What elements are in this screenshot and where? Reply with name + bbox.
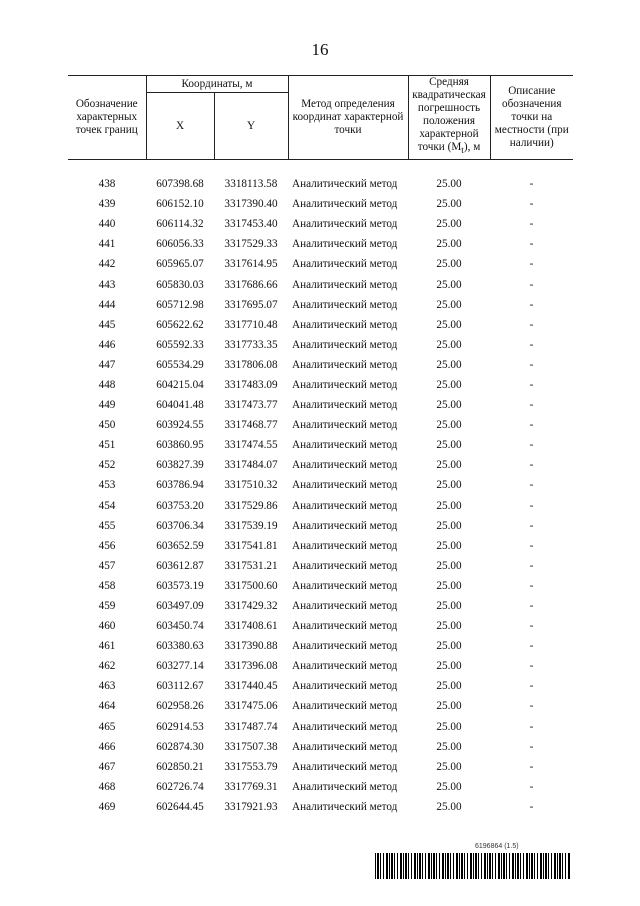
header-method: Метод определения координат характерной точки xyxy=(288,76,408,160)
cell-x: 603860.95 xyxy=(156,439,204,452)
cell-x: 604215.04 xyxy=(156,378,204,391)
cell-method: Аналитический метод xyxy=(292,258,398,271)
cell-point-number: 450 xyxy=(98,419,116,432)
cell-y: 3317429.32 xyxy=(224,600,278,613)
cell-y: 3317733.35 xyxy=(224,338,278,351)
cell-method: Аналитический метод xyxy=(292,700,398,713)
cell-method: Аналитический метод xyxy=(292,780,398,793)
cell-description: - xyxy=(529,378,534,391)
cell-y: 3317510.32 xyxy=(224,479,278,492)
cell-point-number: 453 xyxy=(98,479,116,492)
cell-error: 25.00 xyxy=(436,740,462,753)
table-row xyxy=(68,737,573,757)
table-row xyxy=(68,556,573,576)
cell-x: 602644.45 xyxy=(156,800,204,813)
cell-x: 603786.94 xyxy=(156,479,204,492)
cell-error: 25.00 xyxy=(436,198,462,211)
cell-error: 25.00 xyxy=(436,559,462,572)
cell-point-number: 451 xyxy=(98,439,116,452)
cell-x: 603652.59 xyxy=(156,539,204,552)
cell-method: Аналитический метод xyxy=(292,218,398,231)
cell-y: 3317710.48 xyxy=(224,318,278,331)
cell-point-number: 452 xyxy=(98,459,116,472)
table-row xyxy=(68,295,573,315)
cell-method: Аналитический метод xyxy=(292,519,398,532)
cell-method: Аналитический метод xyxy=(292,378,398,391)
cell-description: - xyxy=(529,238,534,251)
table-row xyxy=(68,676,573,696)
cell-y: 3317473.77 xyxy=(224,399,278,412)
cell-y: 3317614.95 xyxy=(224,258,278,271)
cell-y: 3317553.79 xyxy=(224,760,278,773)
cell-y: 3317529.86 xyxy=(224,499,278,512)
cell-error: 25.00 xyxy=(436,439,462,452)
cell-method: Аналитический метод xyxy=(292,620,398,633)
cell-x: 605622.62 xyxy=(156,318,204,331)
cell-error: 25.00 xyxy=(436,579,462,592)
cell-method: Аналитический метод xyxy=(292,278,398,291)
table-row xyxy=(68,435,573,455)
cell-x: 606056.33 xyxy=(156,238,204,251)
cell-point-number: 459 xyxy=(98,600,116,613)
cell-method: Аналитический метод xyxy=(292,358,398,371)
cell-description: - xyxy=(529,218,534,231)
cell-description: - xyxy=(529,298,534,311)
cell-error: 25.00 xyxy=(436,700,462,713)
cell-point-number: 446 xyxy=(98,338,116,351)
cell-description: - xyxy=(529,559,534,572)
cell-description: - xyxy=(529,740,534,753)
cell-y: 3317541.81 xyxy=(224,539,278,552)
cell-description: - xyxy=(529,198,534,211)
cell-description: - xyxy=(529,178,534,191)
table-row xyxy=(68,335,573,355)
cell-method: Аналитический метод xyxy=(292,439,398,452)
cell-error: 25.00 xyxy=(436,519,462,532)
cell-point-number: 458 xyxy=(98,579,116,592)
cell-description: - xyxy=(529,258,534,271)
cell-y: 3317695.07 xyxy=(224,298,278,311)
cell-error: 25.00 xyxy=(436,620,462,633)
cell-y: 3317408.61 xyxy=(224,620,278,633)
cell-point-number: 440 xyxy=(98,218,116,231)
table-row xyxy=(68,274,573,294)
barcode-label: 6196864 (1.5) xyxy=(475,843,519,850)
cell-error: 25.00 xyxy=(436,539,462,552)
table-row xyxy=(68,576,573,596)
header-y: Y xyxy=(214,93,288,160)
cell-x: 604041.48 xyxy=(156,399,204,412)
cell-description: - xyxy=(529,399,534,412)
cell-x: 605830.03 xyxy=(156,278,204,291)
cell-point-number: 442 xyxy=(98,258,116,271)
cell-x: 603753.20 xyxy=(156,499,204,512)
cell-y: 3317475.06 xyxy=(224,700,278,713)
cell-error: 25.00 xyxy=(436,499,462,512)
cell-point-number: 447 xyxy=(98,358,116,371)
cell-error: 25.00 xyxy=(436,358,462,371)
cell-point-number: 456 xyxy=(98,539,116,552)
cell-x: 606114.32 xyxy=(156,218,204,231)
table-row xyxy=(68,516,573,536)
cell-description: - xyxy=(529,760,534,773)
cell-y: 3317686.66 xyxy=(224,278,278,291)
cell-error: 25.00 xyxy=(436,178,462,191)
cell-point-number: 441 xyxy=(98,238,116,251)
cell-error: 25.00 xyxy=(436,600,462,613)
cell-error: 25.00 xyxy=(436,218,462,231)
cell-description: - xyxy=(529,579,534,592)
table-row xyxy=(68,254,573,274)
table-row xyxy=(68,475,573,495)
cell-point-number: 469 xyxy=(98,800,116,813)
cell-y: 3317921.93 xyxy=(224,800,278,813)
cell-method: Аналитический метод xyxy=(292,640,398,653)
cell-point-number: 455 xyxy=(98,519,116,532)
cell-method: Аналитический метод xyxy=(292,479,398,492)
cell-method: Аналитический метод xyxy=(292,579,398,592)
cell-y: 3317390.88 xyxy=(224,640,278,653)
cell-description: - xyxy=(529,800,534,813)
cell-error: 25.00 xyxy=(436,338,462,351)
cell-x: 602726.74 xyxy=(156,780,204,793)
cell-description: - xyxy=(529,479,534,492)
table-row xyxy=(68,375,573,395)
cell-x: 603924.55 xyxy=(156,419,204,432)
cell-description: - xyxy=(529,660,534,673)
cell-error: 25.00 xyxy=(436,238,462,251)
cell-description: - xyxy=(529,519,534,532)
cell-point-number: 468 xyxy=(98,780,116,793)
cell-method: Аналитический метод xyxy=(292,559,398,572)
cell-y: 3317484.07 xyxy=(224,459,278,472)
table-row xyxy=(68,234,573,254)
cell-point-number: 439 xyxy=(98,198,116,211)
cell-description: - xyxy=(529,439,534,452)
cell-error: 25.00 xyxy=(436,800,462,813)
cell-y: 3317396.08 xyxy=(224,660,278,673)
cell-method: Аналитический метод xyxy=(292,680,398,693)
cell-method: Аналитический метод xyxy=(292,419,398,432)
table-row xyxy=(68,757,573,777)
cell-description: - xyxy=(529,278,534,291)
cell-method: Аналитический метод xyxy=(292,539,398,552)
cell-x: 605712.98 xyxy=(156,298,204,311)
table-row xyxy=(68,214,573,234)
cell-y: 3317539.19 xyxy=(224,519,278,532)
cell-method: Аналитический метод xyxy=(292,338,398,351)
cell-point-number: 454 xyxy=(98,499,116,512)
cell-error: 25.00 xyxy=(436,720,462,733)
header-x: X xyxy=(146,93,214,160)
cell-point-number: 448 xyxy=(98,378,116,391)
cell-x: 606152.10 xyxy=(156,198,204,211)
cell-error: 25.00 xyxy=(436,278,462,291)
cell-method: Аналитический метод xyxy=(292,198,398,211)
cell-y: 3317483.09 xyxy=(224,378,278,391)
cell-x: 603706.34 xyxy=(156,519,204,532)
cell-error: 25.00 xyxy=(436,479,462,492)
cell-description: - xyxy=(529,680,534,693)
cell-point-number: 465 xyxy=(98,720,116,733)
cell-y: 3317769.31 xyxy=(224,780,278,793)
table-row xyxy=(68,696,573,716)
cell-method: Аналитический метод xyxy=(292,238,398,251)
table-body xyxy=(68,160,573,818)
cell-x: 602958.26 xyxy=(156,700,204,713)
cell-error: 25.00 xyxy=(436,760,462,773)
table-row xyxy=(68,496,573,516)
header-error: Средняя квадратическая погрешность положения характерной точки $(M_t)$, м xyxy=(408,76,490,160)
cell-x: 603573.19 xyxy=(156,579,204,592)
cell-error: 25.00 xyxy=(436,660,462,673)
cell-error: 25.00 xyxy=(436,459,462,472)
cell-description: - xyxy=(529,780,534,793)
cell-description: - xyxy=(529,318,534,331)
cell-error: 25.00 xyxy=(436,318,462,331)
cell-x: 605534.29 xyxy=(156,358,204,371)
cell-y: 3317806.08 xyxy=(224,358,278,371)
cell-method: Аналитический метод xyxy=(292,459,398,472)
cell-x: 603380.63 xyxy=(156,640,204,653)
cell-x: 605592.33 xyxy=(156,338,204,351)
cell-x: 605965.07 xyxy=(156,258,204,271)
table-row xyxy=(68,174,573,194)
table-row xyxy=(68,717,573,737)
cell-description: - xyxy=(529,338,534,351)
cell-description: - xyxy=(529,419,534,432)
cell-x: 603612.87 xyxy=(156,559,204,572)
cell-x: 602850.21 xyxy=(156,760,204,773)
cell-method: Аналитический метод xyxy=(292,760,398,773)
cell-method: Аналитический метод xyxy=(292,318,398,331)
cell-method: Аналитический метод xyxy=(292,298,398,311)
cell-point-number: 464 xyxy=(98,700,116,713)
cell-description: - xyxy=(529,459,534,472)
cell-point-number: 462 xyxy=(98,660,116,673)
cell-method: Аналитический метод xyxy=(292,600,398,613)
cell-point-number: 443 xyxy=(98,278,116,291)
table-row xyxy=(68,536,573,556)
page-number: 16 xyxy=(311,40,329,59)
cell-error: 25.00 xyxy=(436,680,462,693)
cell-method: Аналитический метод xyxy=(292,399,398,412)
table-row xyxy=(68,455,573,475)
header-description: Описание обозначения точки на местности (при наличии) xyxy=(490,76,573,160)
cell-y: 3317500.60 xyxy=(224,579,278,592)
cell-x: 603450.74 xyxy=(156,620,204,633)
cell-point-number: 463 xyxy=(98,680,116,693)
cell-description: - xyxy=(529,720,534,733)
cell-description: - xyxy=(529,700,534,713)
table-row xyxy=(68,315,573,335)
cell-point-number: 466 xyxy=(98,740,116,753)
cell-error: 25.00 xyxy=(436,780,462,793)
cell-point-number: 449 xyxy=(98,399,116,412)
cell-error: 25.00 xyxy=(436,399,462,412)
cell-y: 3317531.21 xyxy=(224,559,278,572)
cell-description: - xyxy=(529,640,534,653)
cell-point-number: 438 xyxy=(98,178,116,191)
cell-point-number: 467 xyxy=(98,760,116,773)
cell-description: - xyxy=(529,358,534,371)
cell-x: 603497.09 xyxy=(156,600,204,613)
cell-method: Аналитический метод xyxy=(292,740,398,753)
header-coordinates: Координаты, м xyxy=(146,76,288,93)
cell-x: 603112.67 xyxy=(156,680,204,693)
table-row xyxy=(68,777,573,797)
cell-method: Аналитический метод xyxy=(292,178,398,191)
table-row xyxy=(68,596,573,616)
cell-x: 603277.14 xyxy=(156,660,204,673)
table-row xyxy=(68,194,573,214)
cell-x: 602914.53 xyxy=(156,720,204,733)
cell-y: 3317507.38 xyxy=(224,740,278,753)
cell-error: 25.00 xyxy=(436,419,462,432)
cell-method: Аналитический метод xyxy=(292,720,398,733)
cell-y: 3317487.74 xyxy=(224,720,278,733)
cell-description: - xyxy=(529,600,534,613)
cell-error: 25.00 xyxy=(436,298,462,311)
barcode-image xyxy=(375,853,571,879)
cell-y: 3317440.45 xyxy=(224,680,278,693)
table-row xyxy=(68,656,573,676)
table-row xyxy=(68,415,573,435)
cell-description: - xyxy=(529,499,534,512)
table-row xyxy=(68,355,573,375)
cell-y: 3317474.55 xyxy=(224,439,278,452)
cell-point-number: 460 xyxy=(98,620,116,633)
cell-y: 3317529.33 xyxy=(224,238,278,251)
table-row xyxy=(68,616,573,636)
cell-y: 3317390.40 xyxy=(224,198,278,211)
cell-x: 602874.30 xyxy=(156,740,204,753)
cell-x: 603827.39 xyxy=(156,459,204,472)
cell-error: 25.00 xyxy=(436,640,462,653)
cell-description: - xyxy=(529,539,534,552)
cell-point-number: 461 xyxy=(98,640,116,653)
cell-point-number: 445 xyxy=(98,318,116,331)
cell-description: - xyxy=(529,620,534,633)
cell-method: Аналитический метод xyxy=(292,499,398,512)
cell-y: 3317468.77 xyxy=(224,419,278,432)
cell-method: Аналитический метод xyxy=(292,660,398,673)
table-row xyxy=(68,797,573,817)
cell-point-number: 457 xyxy=(98,559,116,572)
cell-method: Аналитический метод xyxy=(292,800,398,813)
cell-y: 3318113.58 xyxy=(224,178,278,191)
header-designation: Обозначение характерных точек границ xyxy=(68,76,146,160)
cell-error: 25.00 xyxy=(436,258,462,271)
cell-point-number: 444 xyxy=(98,298,116,311)
cell-y: 3317453.40 xyxy=(224,218,278,231)
cell-x: 607398.68 xyxy=(156,178,204,191)
coordinates-table xyxy=(68,75,573,817)
table-row xyxy=(68,395,573,415)
cell-error: 25.00 xyxy=(436,378,462,391)
table-row xyxy=(68,636,573,656)
